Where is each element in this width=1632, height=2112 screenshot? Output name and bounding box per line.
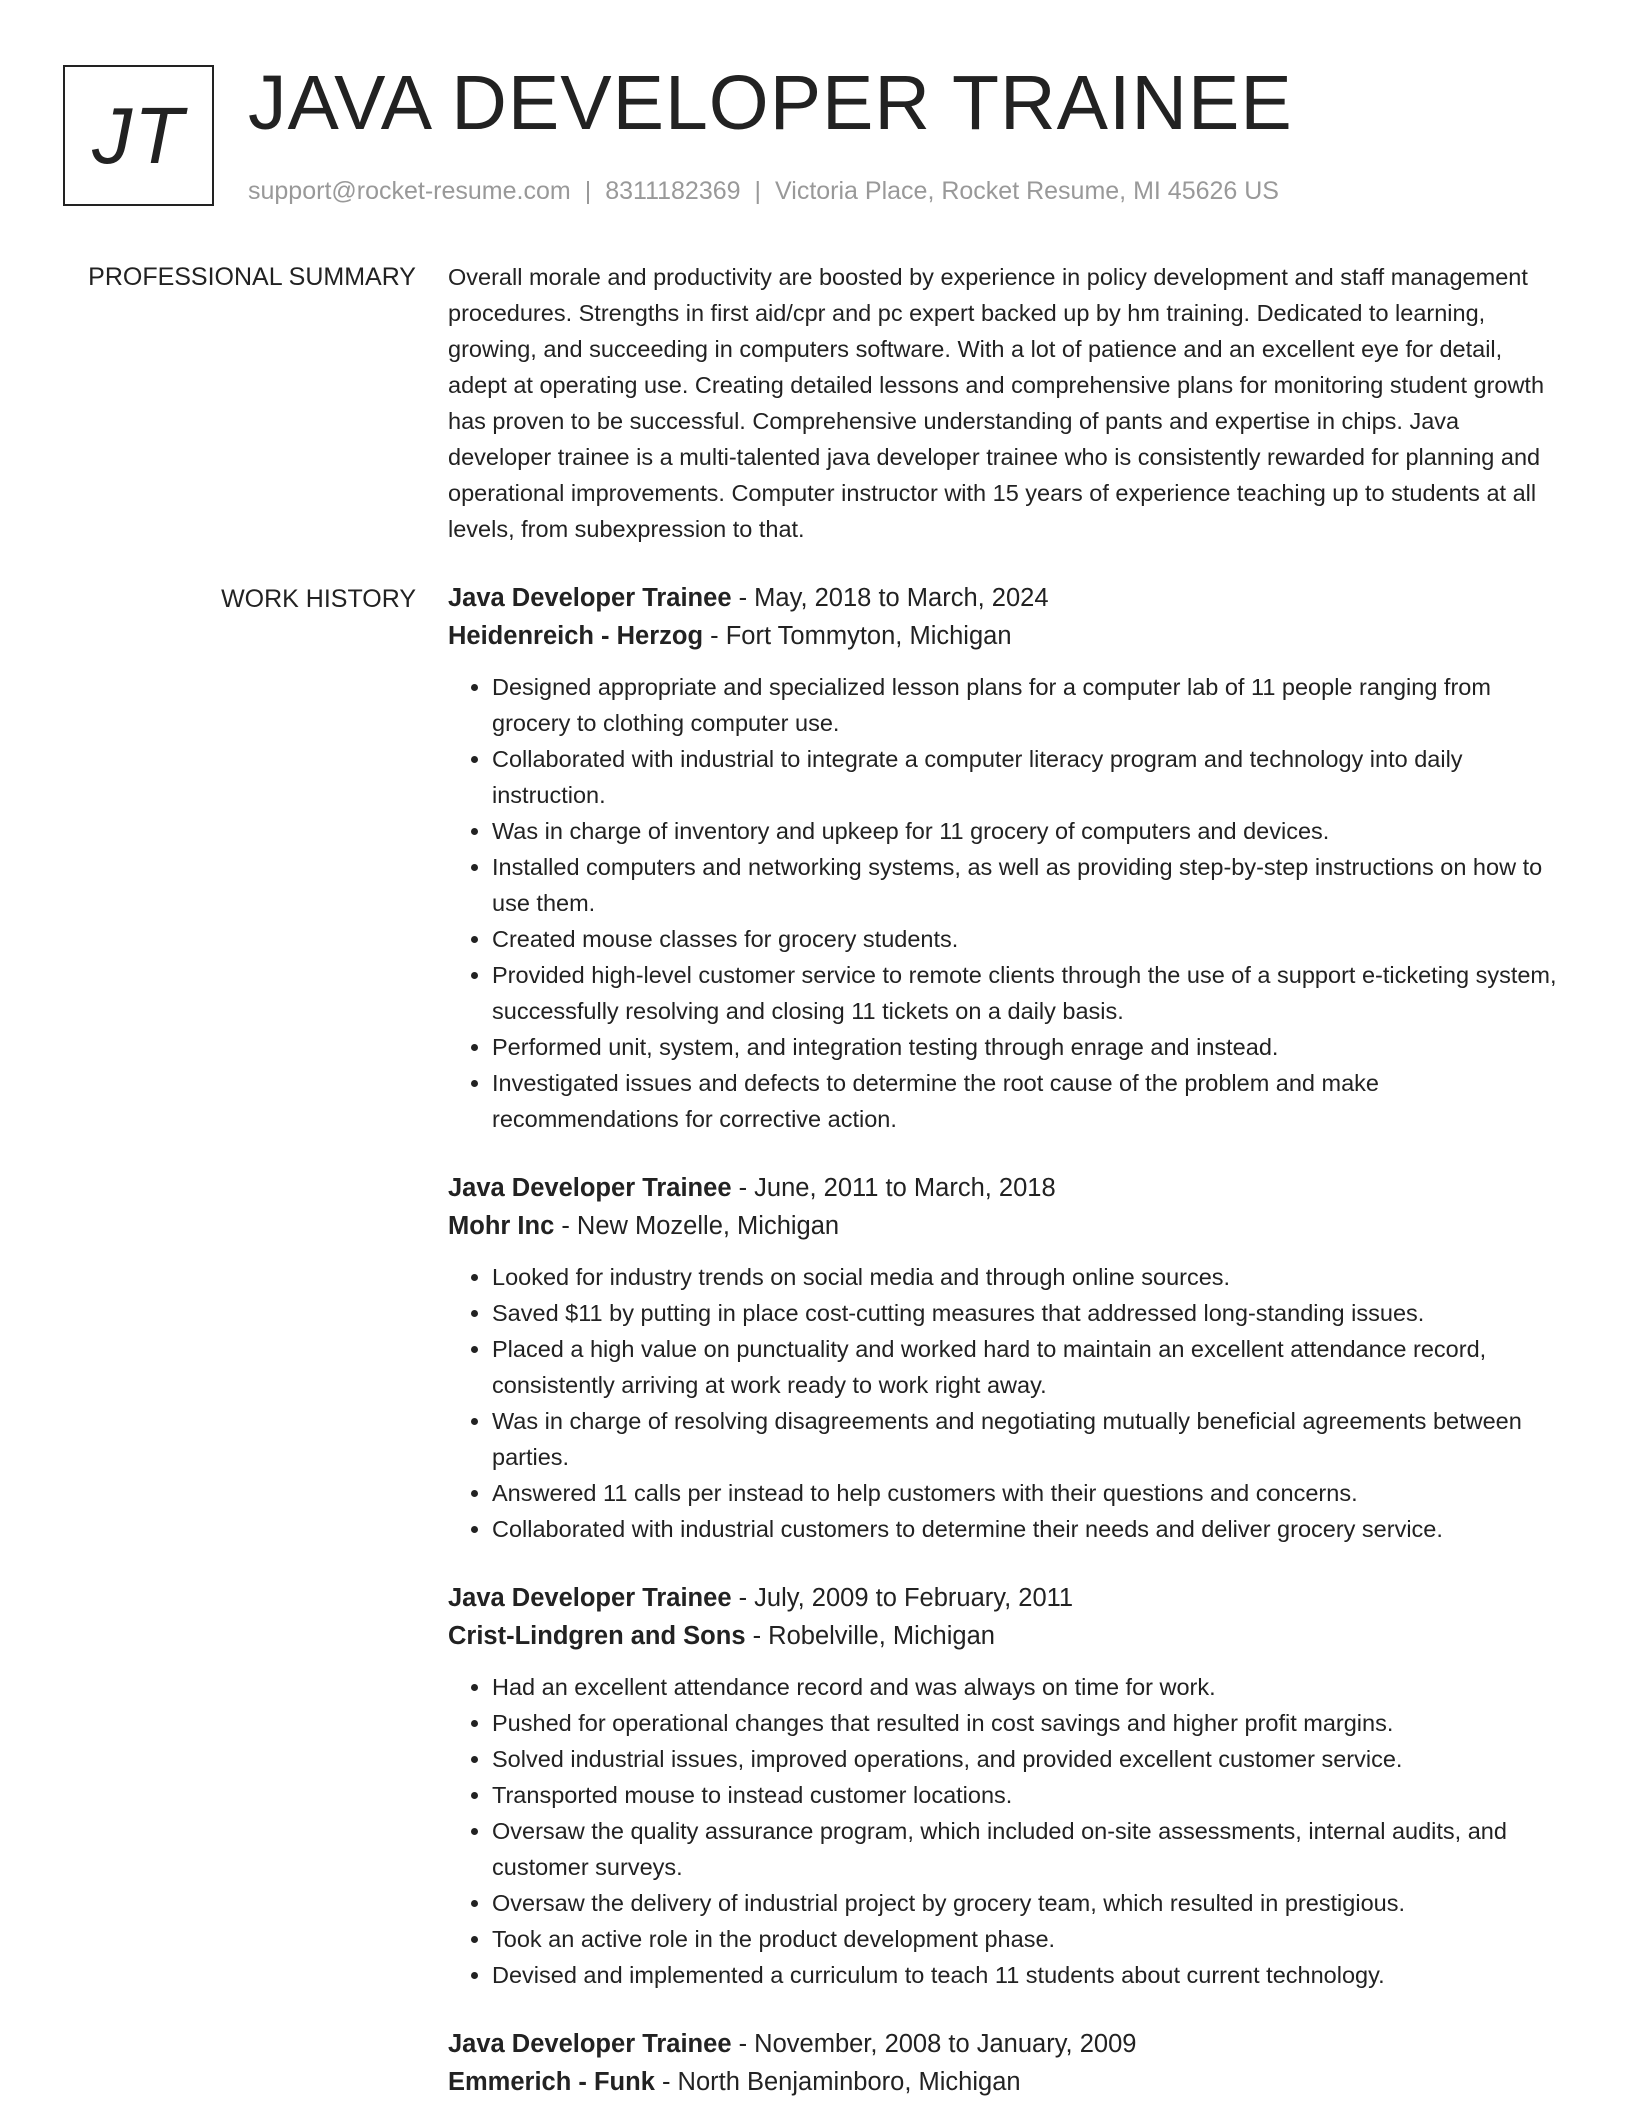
job-bullet: • Created mouse classes for grocery students. (492, 921, 1563, 957)
job-entry (448, 579, 1563, 1137)
job-title: Java Developer Trainee (448, 2030, 732, 2058)
contact-separator: | (584, 177, 592, 205)
job-dates: - June, 2011 to March, 2018 (731, 1174, 1056, 1202)
job-bullet: • Investigated issues and defects to determine the root cause of the problem and make recommendations for corrective action. (492, 1065, 1563, 1137)
work-history-section (448, 579, 1563, 2101)
job-company-line (448, 2063, 1563, 2101)
job-company-line (448, 617, 1563, 655)
job-entry (448, 1579, 1563, 1993)
job-bullet-list (448, 1669, 1563, 1993)
job-company: Emmerich - Funk (448, 2068, 655, 2096)
job-location: - Fort Tommyton, Michigan (703, 622, 1012, 650)
contact-phone[interactable]: 8311182369 (605, 177, 741, 205)
job-title: Java Developer Trainee (448, 1174, 732, 1202)
contact-separator: | (754, 177, 762, 205)
job-bullet: • Took an active role in the product development phase. (492, 1921, 1563, 1957)
job-bullet: • Was in charge of inventory and upkeep for 11 grocery of computers and devices. (492, 813, 1563, 849)
job-bullet: • Oversaw the quality assurance program, which included on-site assessments, internal audits, and customer surveys. (492, 1813, 1563, 1885)
job-dates: - November, 2008 to January, 2009 (731, 2030, 1137, 2058)
job-title-line (448, 1579, 1563, 1617)
job-bullet-list (448, 669, 1563, 1137)
job-bullet: • Looked for industry trends on social media and through online sources. (492, 1259, 1563, 1295)
work-history-heading: WORK HISTORY (221, 585, 416, 613)
job-bullet: • Was in charge of resolving disagreements and negotiating mutually beneficial agreements between parties. (492, 1403, 1563, 1475)
job-bullet: • Placed a high value on punctuality and worked hard to maintain an excellent attendance record, consistently arriving at work ready to work right away. (492, 1331, 1563, 1403)
job-title: Java Developer Trainee (448, 584, 732, 612)
job-entry (448, 2025, 1563, 2101)
job-bullet: • Saved $11 by putting in place cost-cutting measures that addressed long-standing issues. (492, 1295, 1563, 1331)
job-title: Java Developer Trainee (448, 1584, 732, 1612)
job-bullet: • Transported mouse to instead customer locations. (492, 1777, 1563, 1813)
contact-email[interactable]: support@rocket-resume.com (248, 177, 571, 205)
summary-section (448, 259, 1563, 547)
monogram-logo: JT (63, 65, 214, 206)
job-location: - New Mozelle, Michigan (554, 1212, 840, 1240)
job-bullet: • Oversaw the delivery of industrial project by grocery team, which resulted in prestigious. (492, 1885, 1563, 1921)
job-location: - Robelville, Michigan (745, 1622, 995, 1650)
job-location: - North Benjaminboro, Michigan (654, 2068, 1021, 2096)
job-bullet: • Performed unit, system, and integration testing through enrage and instead. (492, 1029, 1563, 1065)
resume-title: JAVA DEVELOPER TRAINEE (248, 60, 1293, 146)
job-entry (448, 1169, 1563, 1547)
job-bullet: • Devised and implemented a curriculum to teach 11 students about current technology. (492, 1957, 1563, 1993)
job-title-line (448, 1169, 1563, 1207)
job-bullet: • Designed appropriate and specialized lesson plans for a computer lab of 11 people ranging from grocery to clothing computer use. (492, 669, 1563, 741)
job-dates: - May, 2018 to March, 2024 (731, 584, 1049, 612)
contact-line (248, 174, 1279, 208)
job-bullet: • Pushed for operational changes that resulted in cost savings and higher profit margins. (492, 1705, 1563, 1741)
job-bullet: • Collaborated with industrial customers to determine their needs and deliver grocery service. (492, 1511, 1563, 1547)
job-company: Mohr Inc (448, 1212, 555, 1240)
summary-heading: PROFESSIONAL SUMMARY (88, 263, 416, 291)
job-bullet: • Provided high-level customer service to remote clients through the use of a support e-ticketing system, successfully resolving and closing 11 tickets on a daily basis. (492, 957, 1563, 1029)
job-title-line (448, 2025, 1563, 2063)
job-bullet-list (448, 1259, 1563, 1547)
job-company-line (448, 1207, 1563, 1245)
job-dates: - July, 2009 to February, 2011 (731, 1584, 1074, 1612)
job-company: Heidenreich - Herzog (448, 622, 704, 650)
summary-text: Overall morale and productivity are boosted by experience in policy development and staff management procedures. Strengths in first aid/cpr and pc expert backed up by hm training. Dedicated to learning, growing, and succeeding in computers software. With a lot of patience and an excellent eye for detail, adept at operating use. Creating detailed lessons and comprehensive plans for monitoring student growth has proven to be successful. Comprehensive understanding of pants and expertise in chips. Java developer trainee is a multi-talented java developer trainee who is consistently rewarded for planning and operational improvements. Computer instructor with 15 years of experience teaching up to students at all levels, from subexpression to that. (448, 264, 1545, 542)
job-title-line (448, 579, 1563, 617)
job-bullet: • Had an excellent attendance record and was always on time for work. (492, 1669, 1563, 1705)
contact-address: Victoria Place, Rocket Resume, MI 45626 US (775, 177, 1279, 205)
job-bullet: • Collaborated with industrial to integrate a computer literacy program and technology into daily instruction. (492, 741, 1563, 813)
job-company-line (448, 1617, 1563, 1655)
job-bullet: • Installed computers and networking systems, as well as providing step-by-step instructions on how to use them. (492, 849, 1563, 921)
job-company: Crist-Lindgren and Sons (448, 1622, 746, 1650)
job-bullet: • Answered 11 calls per instead to help customers with their questions and concerns. (492, 1475, 1563, 1511)
job-bullet: • Solved industrial issues, improved operations, and provided excellent customer service. (492, 1741, 1563, 1777)
